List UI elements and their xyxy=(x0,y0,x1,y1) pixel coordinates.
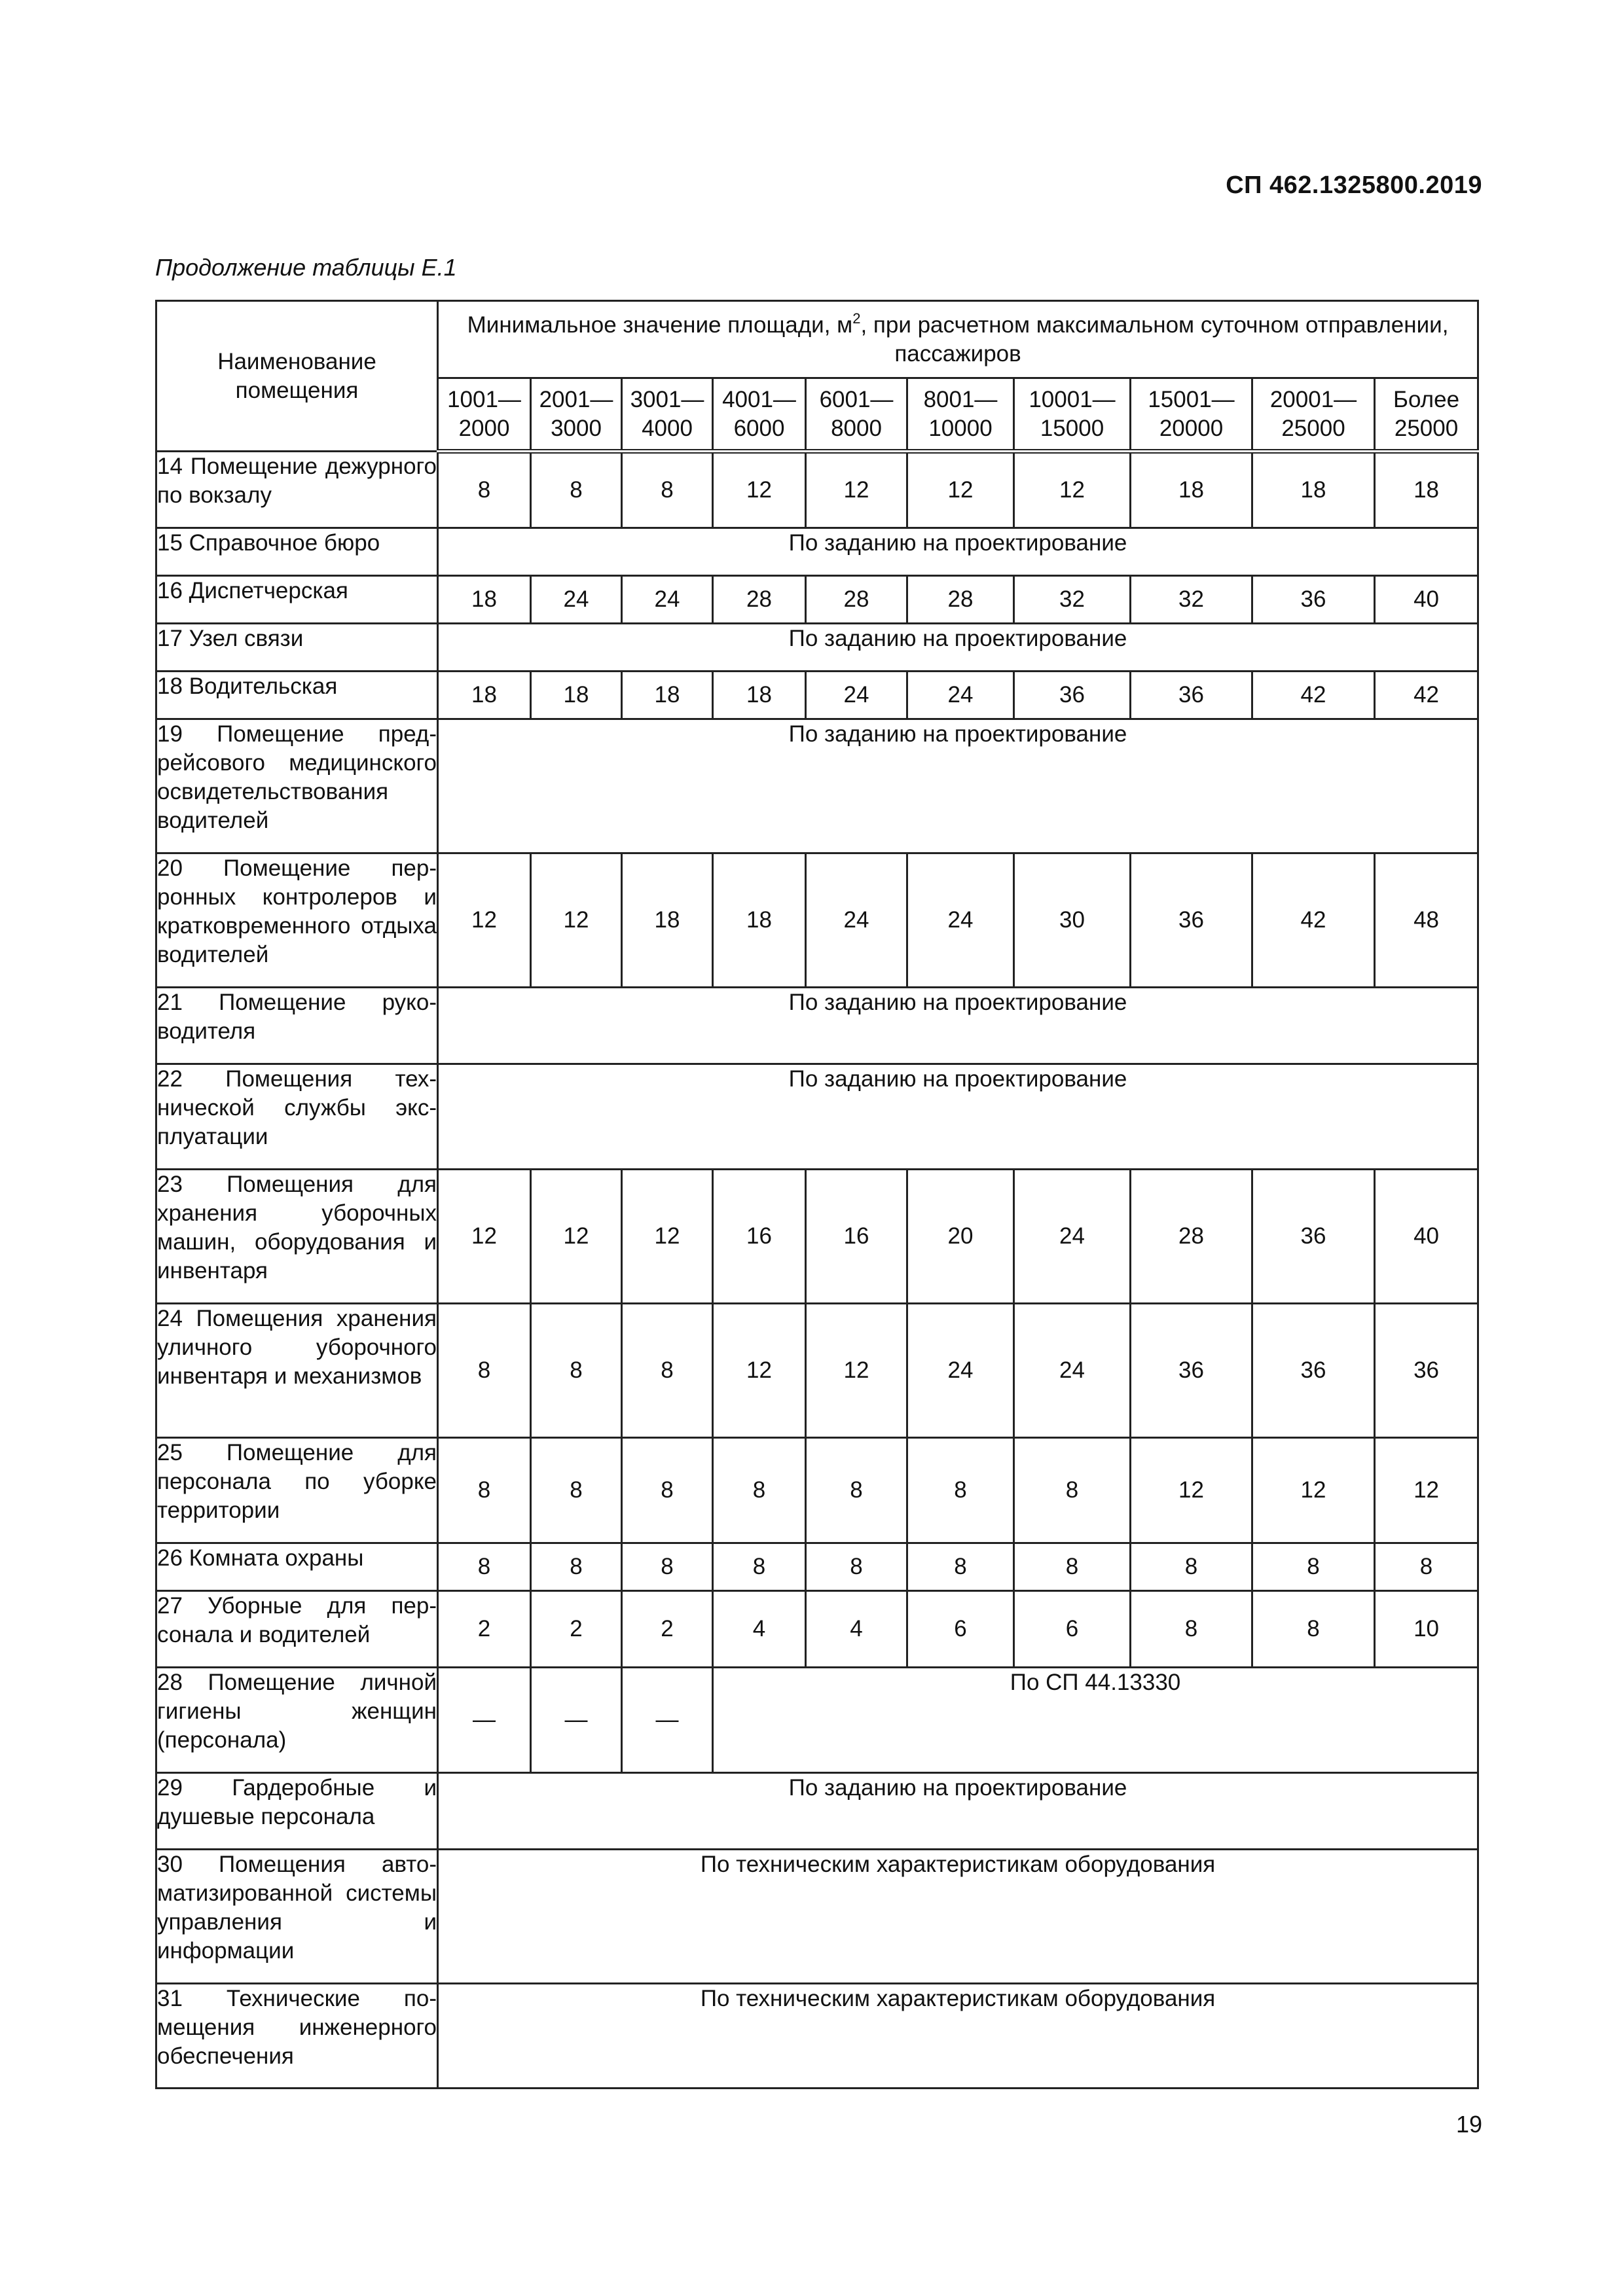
room-name-cell: 30 Помещения автоматизированной системы управления и информации xyxy=(156,1850,438,1984)
column-header xyxy=(622,378,713,452)
value-cell: 24 xyxy=(622,576,713,624)
value-cell: 28 xyxy=(907,576,1014,624)
table-row xyxy=(156,452,1478,528)
value-cell: 2 xyxy=(622,1591,713,1668)
value-cell: 42 xyxy=(1375,672,1478,719)
value-cell: 12 xyxy=(438,1170,531,1304)
spanning-note-cell: По заданию на проектирование xyxy=(438,624,1478,672)
column-header-line: 10001— xyxy=(1029,386,1116,412)
value-cell: 8 xyxy=(438,1543,531,1591)
value-cell: 2 xyxy=(438,1591,531,1668)
column-header-line: 6001— xyxy=(819,386,894,412)
value-cell: 24 xyxy=(907,672,1014,719)
table-row xyxy=(156,624,1478,672)
column-header-line: 6000 xyxy=(733,415,785,441)
header-room-name: Наименование помещения xyxy=(156,301,438,452)
column-header-line: 3001— xyxy=(630,386,704,412)
spanning-note-cell: По техническим характеристикам оборудования xyxy=(438,1850,1478,1984)
column-header xyxy=(1252,378,1375,452)
value-cell: 8 xyxy=(806,1543,907,1591)
spanning-note-cell: По заданию на проектирование xyxy=(438,1773,1478,1850)
value-cell: 8 xyxy=(438,1304,531,1438)
table-row xyxy=(156,528,1478,576)
room-name-cell: 31 Технические помещения инженерного обеспечения xyxy=(156,1984,438,2089)
column-header-line: 20001— xyxy=(1269,386,1357,412)
value-cell: 32 xyxy=(1014,576,1131,624)
value-cell: 12 xyxy=(1252,1438,1375,1543)
table-row xyxy=(156,1591,1478,1668)
column-header xyxy=(1375,378,1478,452)
spanning-note-cell: По заданию на проектирование xyxy=(438,988,1478,1064)
value-cell: — xyxy=(531,1668,622,1773)
value-cell: 18 xyxy=(438,672,531,719)
value-cell: 36 xyxy=(1252,576,1375,624)
value-cell: 8 xyxy=(622,452,713,528)
header-min-area-sup: 2 xyxy=(852,310,861,327)
room-name-cell: 15 Справочное бюро xyxy=(156,528,438,576)
column-header xyxy=(713,378,806,452)
column-header-line: 20000 xyxy=(1159,415,1224,441)
header-min-area-text-end: , при расчетном максимальном суточном отправлении, пассажиров xyxy=(860,312,1449,367)
table-row xyxy=(156,1668,1478,1773)
column-header-line: 1001— xyxy=(447,386,521,412)
value-cell: 8 xyxy=(1131,1591,1252,1668)
room-name-cell: 14 Помещение дежурного по вокзалу xyxy=(156,452,438,528)
value-cell: 36 xyxy=(1131,853,1252,988)
value-cell: 4 xyxy=(713,1591,806,1668)
value-cell: 18 xyxy=(713,853,806,988)
room-name-cell: 17 Узел связи xyxy=(156,624,438,672)
table-row xyxy=(156,1850,1478,1984)
table-row xyxy=(156,1543,1478,1591)
value-cell: 28 xyxy=(806,576,907,624)
value-cell: 24 xyxy=(531,576,622,624)
room-name-cell: 26 Комната охраны xyxy=(156,1543,438,1591)
value-cell: 24 xyxy=(1014,1170,1131,1304)
table-row xyxy=(156,576,1478,624)
value-cell: 24 xyxy=(907,853,1014,988)
column-header-line: 10000 xyxy=(928,415,993,441)
value-cell: 18 xyxy=(622,672,713,719)
room-name-cell: 28 Помещение личной гигиены женщин (персонала) xyxy=(156,1668,438,1773)
room-name-cell: 18 Водительская xyxy=(156,672,438,719)
value-cell: 8 xyxy=(531,452,622,528)
value-cell: 36 xyxy=(1014,672,1131,719)
value-cell: 18 xyxy=(622,853,713,988)
value-cell: 8 xyxy=(1014,1543,1131,1591)
value-cell: 24 xyxy=(907,1304,1014,1438)
value-cell: 18 xyxy=(438,576,531,624)
value-cell: 8 xyxy=(713,1543,806,1591)
document-code: СП 462.1325800.2019 xyxy=(1226,171,1482,199)
column-header xyxy=(1014,378,1131,452)
value-cell: 36 xyxy=(1252,1170,1375,1304)
spanning-note-cell: По заданию на проектирование xyxy=(438,719,1478,853)
room-name-cell: 22 Помещения технической службы эксплуатации xyxy=(156,1064,438,1170)
value-cell: 8 xyxy=(622,1304,713,1438)
value-cell: — xyxy=(622,1668,713,1773)
room-name-cell: 24 Помещения хранения уличного уборочного инвентаря и механизмов xyxy=(156,1304,438,1438)
value-cell: 8 xyxy=(622,1543,713,1591)
column-header-line: 15000 xyxy=(1040,415,1104,441)
value-cell: 30 xyxy=(1014,853,1131,988)
value-cell: 12 xyxy=(622,1170,713,1304)
column-header-line: 8000 xyxy=(831,415,882,441)
value-cell: 8 xyxy=(438,452,531,528)
column-header xyxy=(806,378,907,452)
value-cell: 8 xyxy=(806,1438,907,1543)
room-name-cell: 23 Помещения для хранения уборочных машин, оборудования и инвентаря xyxy=(156,1170,438,1304)
table-row xyxy=(156,853,1478,988)
value-cell: 8 xyxy=(531,1543,622,1591)
column-header-line: 4000 xyxy=(642,415,693,441)
table-row xyxy=(156,988,1478,1064)
table-row xyxy=(156,1984,1478,2089)
value-cell: 8 xyxy=(1252,1543,1375,1591)
value-cell: 4 xyxy=(806,1591,907,1668)
column-header xyxy=(1131,378,1252,452)
value-cell: 12 xyxy=(1375,1438,1478,1543)
value-cell: 16 xyxy=(806,1170,907,1304)
value-cell: 18 xyxy=(531,672,622,719)
value-cell: 16 xyxy=(713,1170,806,1304)
room-name-cell: 19 Помещение предрейсового медицинского освидетельствования водителей xyxy=(156,719,438,853)
value-cell: — xyxy=(438,1668,531,1773)
column-header-line: 4001— xyxy=(722,386,796,412)
value-cell: 36 xyxy=(1252,1304,1375,1438)
value-cell: 20 xyxy=(907,1170,1014,1304)
value-cell: 42 xyxy=(1252,672,1375,719)
value-cell: 12 xyxy=(531,853,622,988)
room-name-cell: 21 Помещение руководителя xyxy=(156,988,438,1064)
value-cell: 28 xyxy=(1131,1170,1252,1304)
header-min-area-text: Минимальное значение площади, м xyxy=(467,312,853,338)
table-row xyxy=(156,672,1478,719)
value-cell: 18 xyxy=(1131,452,1252,528)
spanning-note-cell: По заданию на проектирование xyxy=(438,528,1478,576)
column-header-line: 8001— xyxy=(923,386,998,412)
spanning-note-cell: По техническим характеристикам оборудования xyxy=(438,1984,1478,2089)
column-header-line: 15001— xyxy=(1148,386,1235,412)
room-name-cell: 16 Диспетчерская xyxy=(156,576,438,624)
column-header-line: 25000 xyxy=(1281,415,1345,441)
room-name-cell: 20 Помещение перронных контролеров и кратковременного отдыха водителей xyxy=(156,853,438,988)
column-header xyxy=(438,378,531,452)
value-cell: 12 xyxy=(806,452,907,528)
value-cell: 8 xyxy=(1375,1543,1478,1591)
value-cell: 6 xyxy=(907,1591,1014,1668)
value-cell: 8 xyxy=(713,1438,806,1543)
value-cell: 12 xyxy=(1131,1438,1252,1543)
table-row xyxy=(156,719,1478,853)
value-cell: 12 xyxy=(907,452,1014,528)
value-cell: 8 xyxy=(907,1543,1014,1591)
room-name-cell: 29 Гардеробные и душевые персонала xyxy=(156,1773,438,1850)
value-cell: 8 xyxy=(531,1304,622,1438)
value-cell: 6 xyxy=(1014,1591,1131,1668)
spanning-note-cell: По СП 44.13330 xyxy=(713,1668,1478,1773)
table-caption: Продолжение таблицы Е.1 xyxy=(155,254,457,281)
column-header xyxy=(531,378,622,452)
spanning-note-cell: По заданию на проектирование xyxy=(438,1064,1478,1170)
value-cell: 12 xyxy=(713,452,806,528)
value-cell: 18 xyxy=(713,672,806,719)
value-cell: 8 xyxy=(907,1438,1014,1543)
value-cell: 28 xyxy=(713,576,806,624)
column-header-line: 25000 xyxy=(1394,415,1459,441)
value-cell: 32 xyxy=(1131,576,1252,624)
column-header xyxy=(907,378,1014,452)
value-cell: 24 xyxy=(806,672,907,719)
table-row xyxy=(156,1773,1478,1850)
value-cell: 18 xyxy=(1252,452,1375,528)
column-header-line: 3000 xyxy=(551,415,602,441)
value-cell: 40 xyxy=(1375,1170,1478,1304)
value-cell: 12 xyxy=(438,853,531,988)
value-cell: 36 xyxy=(1131,672,1252,719)
header-min-area xyxy=(438,301,1478,378)
value-cell: 24 xyxy=(806,853,907,988)
table-row xyxy=(156,1304,1478,1438)
value-cell: 12 xyxy=(1014,452,1131,528)
value-cell: 8 xyxy=(1131,1543,1252,1591)
value-cell: 8 xyxy=(1014,1438,1131,1543)
room-name-cell: 25 Помещение для персонала по уборке территории xyxy=(156,1438,438,1543)
value-cell: 48 xyxy=(1375,853,1478,988)
value-cell: 18 xyxy=(1375,452,1478,528)
table-row xyxy=(156,1438,1478,1543)
value-cell: 8 xyxy=(438,1438,531,1543)
table-row xyxy=(156,1170,1478,1304)
area-table xyxy=(155,300,1479,2089)
column-header-line: Более xyxy=(1393,386,1460,412)
value-cell: 8 xyxy=(1252,1591,1375,1668)
page-number: 19 xyxy=(1455,2111,1482,2138)
value-cell: 12 xyxy=(531,1170,622,1304)
value-cell: 40 xyxy=(1375,576,1478,624)
column-header-line: 2001— xyxy=(539,386,613,412)
table-row xyxy=(156,1064,1478,1170)
value-cell: 12 xyxy=(713,1304,806,1438)
value-cell: 10 xyxy=(1375,1591,1478,1668)
value-cell: 36 xyxy=(1131,1304,1252,1438)
value-cell: 8 xyxy=(622,1438,713,1543)
value-cell: 8 xyxy=(531,1438,622,1543)
value-cell: 12 xyxy=(806,1304,907,1438)
value-cell: 36 xyxy=(1375,1304,1478,1438)
value-cell: 2 xyxy=(531,1591,622,1668)
column-header-line: 2000 xyxy=(458,415,510,441)
value-cell: 24 xyxy=(1014,1304,1131,1438)
room-name-cell: 27 Уборные для персонала и водителей xyxy=(156,1591,438,1668)
value-cell: 42 xyxy=(1252,853,1375,988)
